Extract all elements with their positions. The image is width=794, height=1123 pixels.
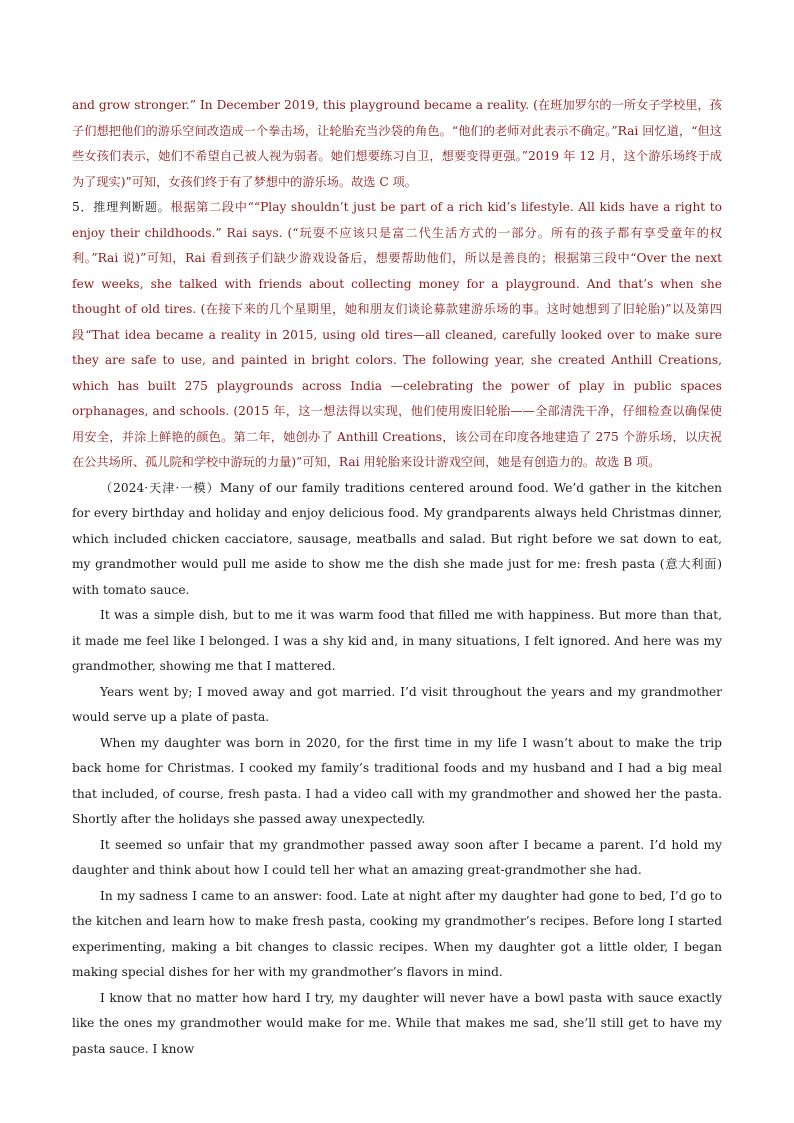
passage-paragraph: In my sadness I came to an answer: food. Late at night after my daughter had gone to bed, I’d go to the kitchen and learn how to make fresh pasta, cooking my grandmother’s recipes. Before long I started experimenting, making a bit changes to classic recipes. When my daughter got a little older, I began making special dishes for her with my grandmother’s flavors in mind. [72, 888, 722, 979]
passage-paragraph: I know that no matter how hard I try, my daughter will never have a bowl pasta with sauce exactly like the ones my grandmother would make for me. While that makes me sad, she’ll still get to have my pasta sauce. I know [72, 990, 722, 1056]
document-page [72, 93, 722, 1062]
passage-paragraph: It was a simple dish, but to me it was warm food that filled me with happiness. But more than that, it made me feel like I belonged. I was a shy kid and, in many situations, I felt ignored. And here was my grandmother, showing me that I mattered. [72, 608, 722, 673]
answer-explanation-continued: and grow stronger.” In December 2019, this playground became a reality. (在班加罗尔的一所女子学校里，孩子们想把他们的游乐空间改造成一个拳击场，让轮胎充当沙袋的角色。“他们的老师对此表示不确定。”Rai 回忆道，“但这些女孩们表示，她们不希望自己被人视为弱者。她们想要练习自卫，想要变得更强。”2019 年 12 月，这个游乐场终于成为了现实)”可知，女孩们终于有了梦想中的游乐场。故选 C 项。 [72, 98, 722, 189]
passage-paragraph: When my daughter was born in 2020, for the first time in my life I wasn’t about to make the trip back home for Christmas. I cooked my family’s traditional foods and my husband and I had a big meal that included, of course, fresh pasta. I had a video call with my grandmother and showed her the pasta. Shortly after the holidays she passed away unexpectedly. [72, 735, 722, 826]
q5-explanation-body: 根据第二段中““Play shouldn’t just be part of a rich kid’s lifestyle. All kids have a right to enjoy their childhoods.” Rai says. (“玩耍不应该只是富二代生活方式的一部分。所有的孩子都有享受童年的权利。”Rai 说)”可知，Rai 看到孩子们缺少游戏设备后，想要帮助他们，所以是善良的；根据第三段中“Over the next few weeks, she talked with friends about collecting money for a playground. And that’s when she thought of old tires. (在接下来的几个星期里，她和朋友们谈论募款建游乐场的事。这时她想到了旧轮胎)”以及第四段“That idea became a reality in 2015, using old tires—all cleaned, carefully looked over to make sure they are safe to use, and painted in bright colors. The following year, she created Anthill Creations, which has built 275 playgrounds across India —celebrating the power of play in public spaces orphanages, and schools. (2015 年，这一想法得以实现，他们使用废旧轮胎——全部清洗干净，仔细检查以确保使用安全，并涂上鲜艳的颜色。第二年，她创办了 Anthill Creations，该公司在印度各地建造了 275 个游乐场，以庆祝在公共场所、孤儿院和学校中游玩的力量)”可知，Rai 用轮胎来设计游戏空间，她是有创造力的。故选 B 项。 [72, 200, 722, 469]
question-number: 5．推理判断题。 [72, 200, 171, 214]
answer-explanation-q5 [72, 195, 722, 476]
passage-paragraph: It seemed so unfair that my grandmother passed away soon after I became a parent. I’d hold my daughter and think about how I could tell her what an amazing great-grandmother she had. [72, 837, 722, 877]
passage-paragraph: Years went by; I moved away and got married. I’d visit throughout the years and my grandmother would serve up a plate of pasta. [72, 684, 722, 724]
passage-source: （2024·天津·一模） [100, 480, 220, 495]
passage-paragraph: （2024·天津·一模）Many of our family traditions centered around food. We’d gather in the kitchen for every birthday and holiday and enjoy delicious food. My grandparents always held Christmas dinner, which included chicken cacciatore, sausage, meatballs and salad. But right before we sat down to eat, my grandmother would pull me aside to show me the dish she made just for me: fresh pasta (意大利面) with tomato sauce. [72, 480, 723, 597]
